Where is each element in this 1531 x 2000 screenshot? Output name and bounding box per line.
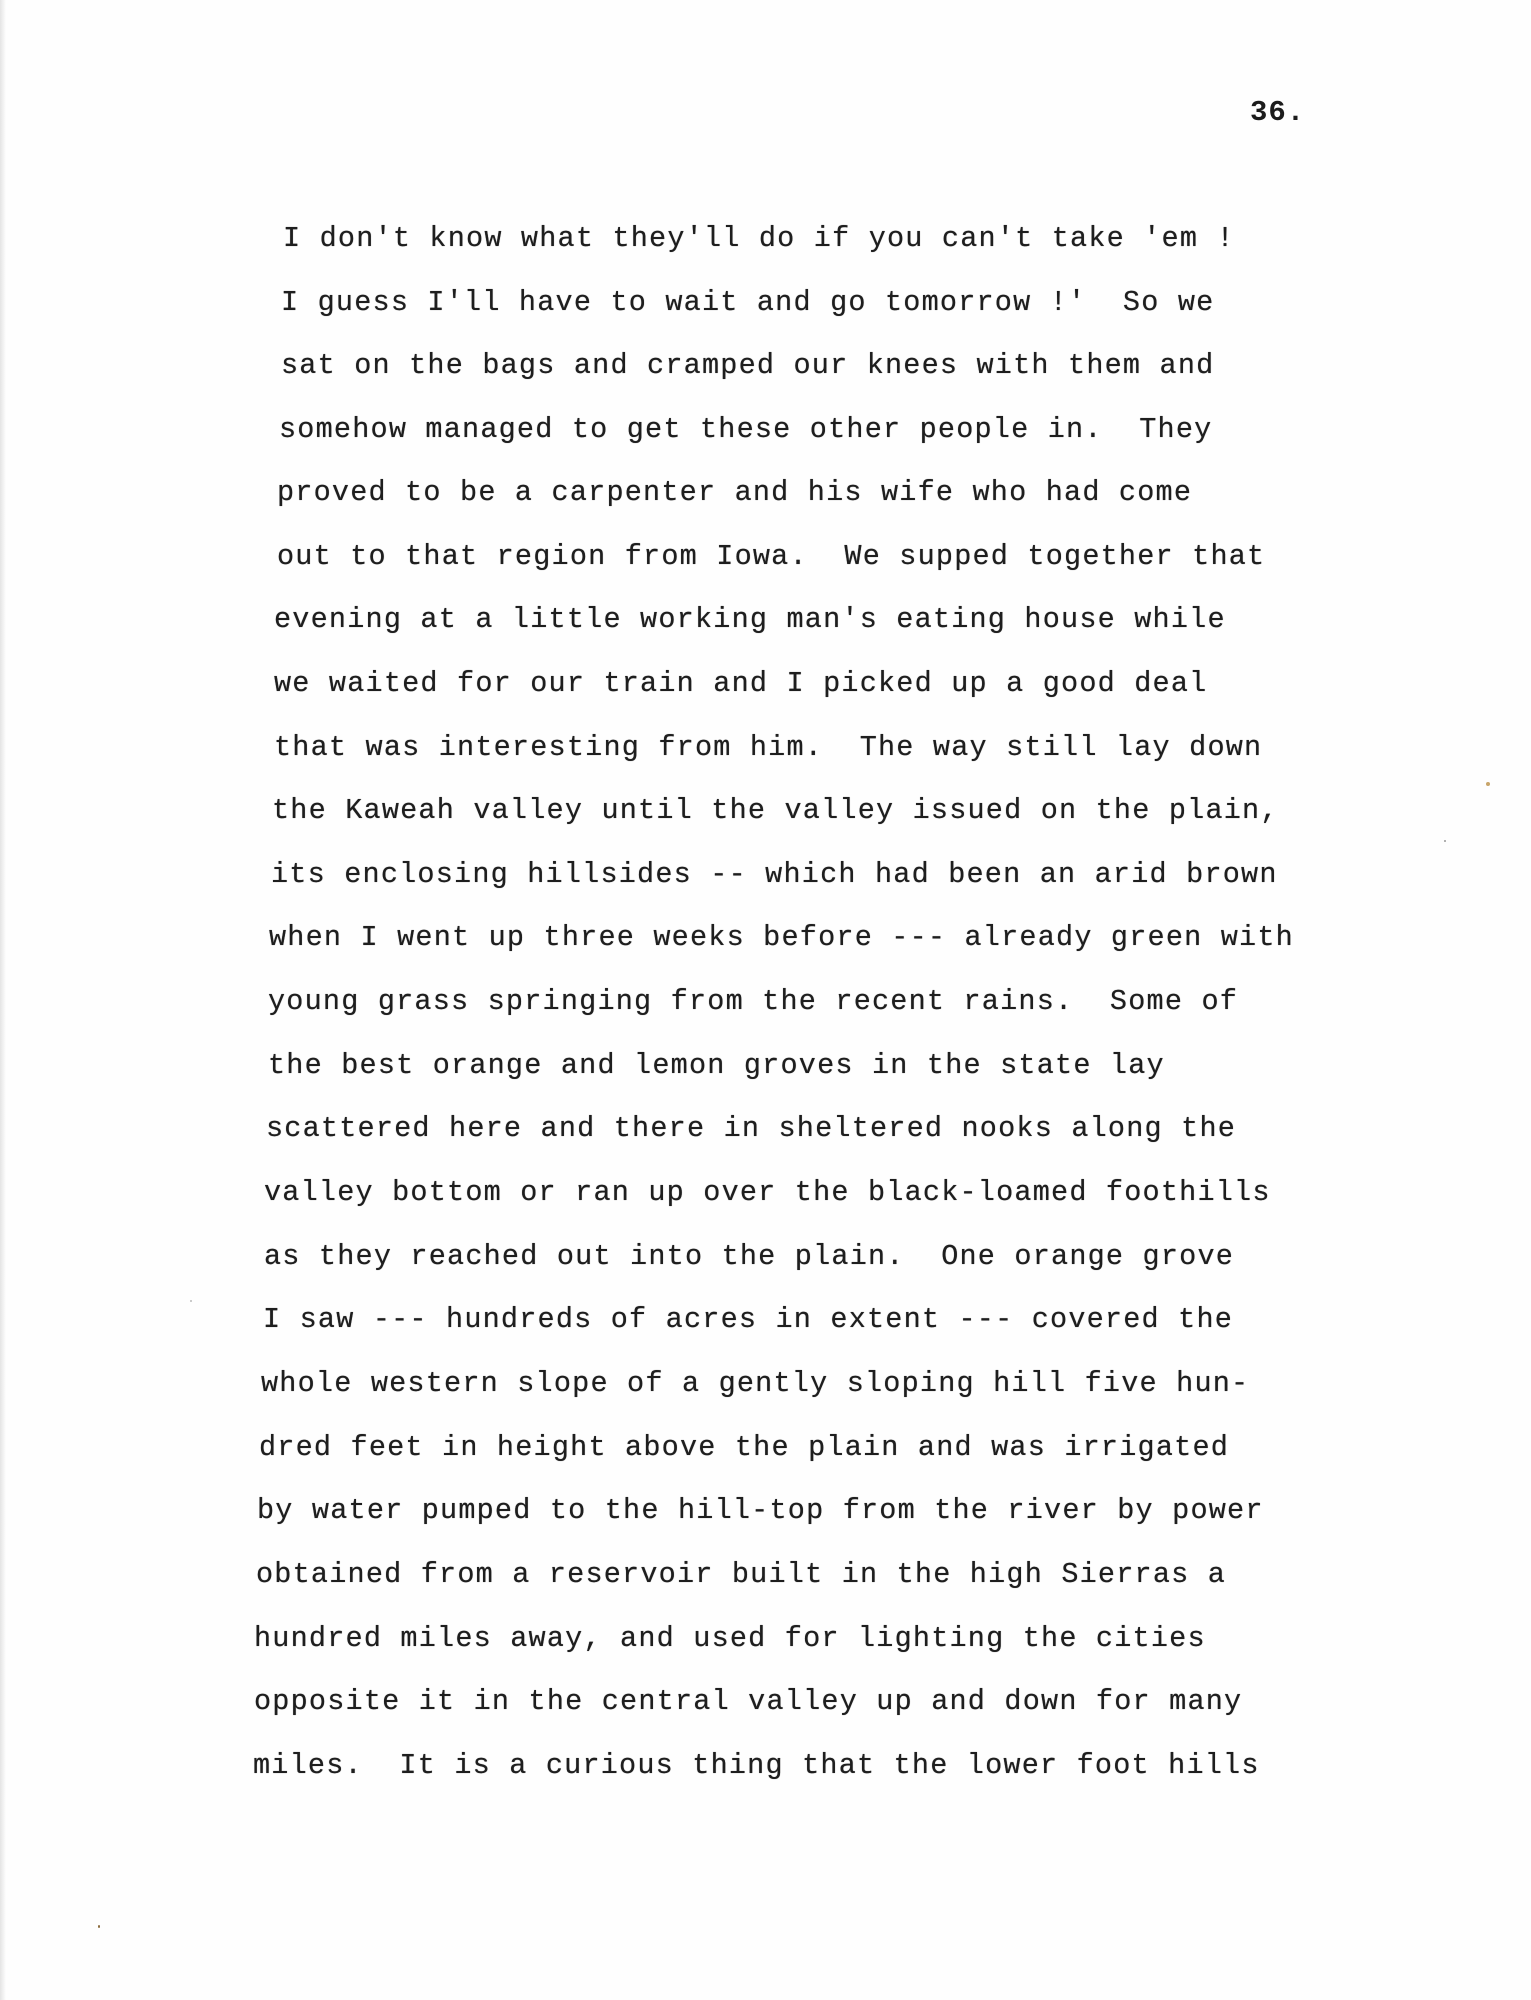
text-line: out to that region from Iowa. We supped together that: [277, 540, 1266, 573]
text-line: opposite it in the central valley up and down for many: [254, 1685, 1243, 1718]
paper-speck: [190, 1300, 192, 1302]
text-line: proved to be a carpenter and his wife who had come: [277, 476, 1193, 509]
text-line: scattered here and there in sheltered nooks along the: [266, 1112, 1237, 1145]
text-line: by water pumped to the hill-top from the river by power: [257, 1494, 1264, 1527]
text-line: young grass springing from the recent rains. Some of: [268, 985, 1239, 1018]
paper-speck: [1486, 782, 1490, 786]
scan-edge-shadow: [0, 0, 6, 2000]
text-line: we waited for our train and I picked up a good deal: [274, 667, 1208, 700]
text-line: sat on the bags and cramped our knees with them and: [281, 349, 1215, 382]
text-line: valley bottom or ran up over the black-loamed foothills: [264, 1176, 1271, 1209]
text-line: the best orange and lemon groves in the state lay: [268, 1049, 1165, 1082]
page-number: 36.: [1250, 96, 1306, 129]
paper-speck: [1444, 840, 1446, 842]
text-line: obtained from a reservoir built in the high Sierras a: [256, 1558, 1227, 1591]
text-line: somehow managed to get these other people in. They: [279, 413, 1213, 446]
text-line: hundred miles away, and used for lighting the cities: [254, 1622, 1206, 1655]
text-line: I guess I'll have to wait and go tomorrow !' So we: [281, 286, 1215, 319]
text-line: that was interesting from him. The way still lay down: [274, 731, 1263, 764]
text-line: the Kaweah valley until the valley issued on the plain,: [272, 794, 1279, 827]
text-line: dred feet in height above the plain and was irrigated: [259, 1431, 1230, 1464]
text-line: as they reached out into the plain. One orange grove: [264, 1240, 1235, 1273]
text-line: whole western slope of a gently sloping hill five hun-: [261, 1367, 1250, 1400]
text-line: when I went up three weeks before --- already green with: [269, 921, 1294, 954]
text-line: its enclosing hillsides -- which had been an arid brown: [271, 858, 1278, 891]
text-line: I saw --- hundreds of acres in extent --- covered the: [263, 1303, 1234, 1336]
text-line: miles. It is a curious thing that the lower foot hills: [253, 1749, 1260, 1782]
text-line: I don't know what they'll do if you can't take 'em !: [283, 222, 1235, 255]
text-line: evening at a little working man's eating house while: [274, 603, 1226, 636]
paper-speck: [98, 1925, 100, 1928]
